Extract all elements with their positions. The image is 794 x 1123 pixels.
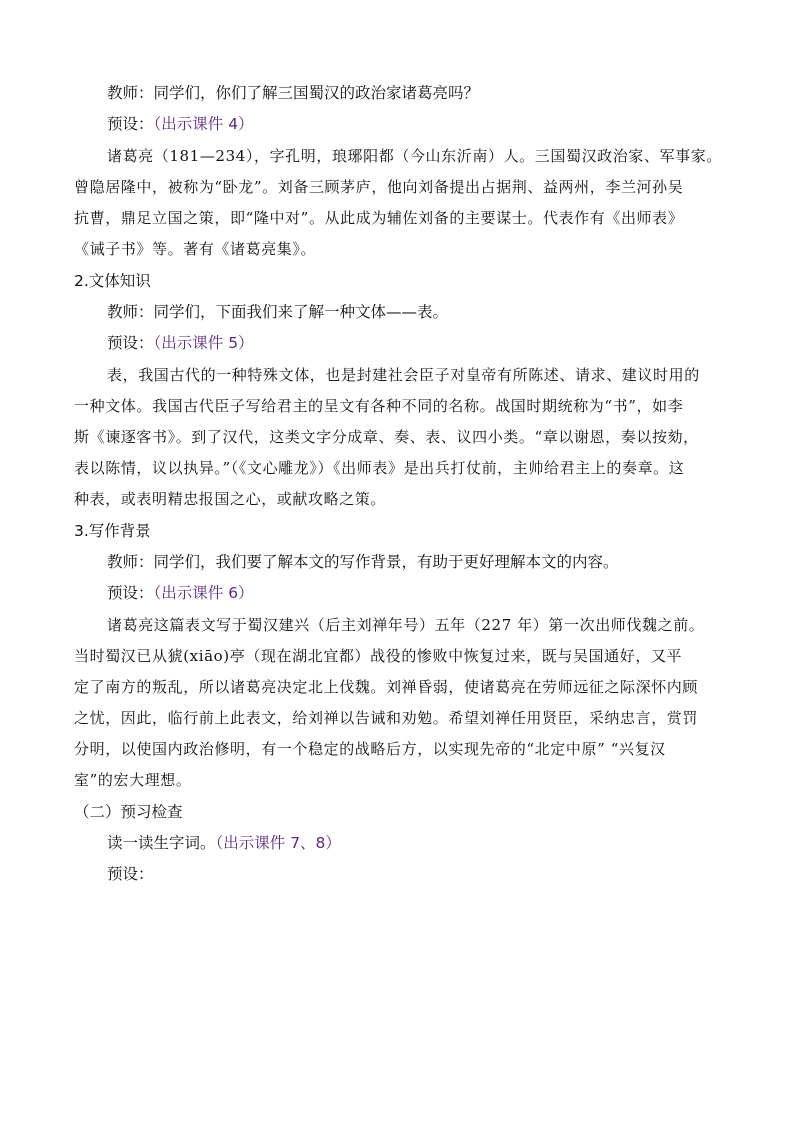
preset-label: 预设：: [107, 115, 154, 133]
paragraph-line: 诸葛亮这篇表文写于蜀汉建兴（后主刘禅年号）五年（227 年）第一次出师伐魏之前。: [107, 616, 705, 634]
paragraph-line: 表以陈情，议以执异。”（《文心雕龙》）《出师表》是出兵打仗前，主帅给君主上的奏章。这: [74, 459, 685, 477]
paragraph-line: 室”的宏大理想。: [74, 771, 192, 789]
paragraph-line: 斯《谏逐客书》。到了汉代，这类文字分成章、奏、表、议四小类。“章以谢恩，奏以按劾，: [74, 428, 699, 446]
paragraph-line: 抗曹，鼎足立国之策，即“隆中对”。从此成为辅佐刘备的主要谋士。代表作有《出师表》: [74, 209, 684, 227]
paragraph-line: 表，我国古代的一种特殊文体，也是封建社会臣子对皇帝有所陈述、请求、建议时用的: [107, 366, 700, 384]
courseware-hint: （出示课件 5）: [153, 334, 254, 352]
preset-label: 预设：: [107, 584, 154, 602]
paragraph-line: 定了南方的叛乱，所以诸葛亮决定北上伐魏。刘禅昏弱，使诸葛亮在劳师远征之际深怀内顾: [74, 678, 699, 696]
section-heading: （二）预习检查: [74, 803, 183, 821]
courseware-hint: （出示课件 7、8）: [215, 834, 341, 852]
teacher-question-3: 教师：同学们，我们要了解本文的写作背景，有助于更好理解本文的内容。: [107, 553, 619, 571]
paragraph-line: 之忧，因此，临行前上此表文，给刘禅以告诫和劝勉。希望刘禅任用贤臣，采纳忠言，赏罚: [74, 709, 699, 727]
courseware-hint: （出示课件 4）: [153, 115, 254, 133]
preset-line-3: [107, 583, 254, 603]
read-words-label: 读一读生字词。: [107, 834, 216, 852]
paragraph-line: 曾隐居隆中，被称为“卧龙”。刘备三顾茅庐，他向刘备提出占据荆、益两州，李兰河孙吴: [74, 178, 684, 196]
section-heading: 2.文体知识: [74, 272, 151, 290]
preset-line-4: 预设：: [107, 865, 154, 883]
preset-line-1: [107, 114, 254, 134]
read-words-line: [107, 833, 341, 853]
preset-line-2: [107, 333, 254, 353]
teacher-question-1: 教师：同学们，你们了解三国蜀汉的政治家诸葛亮吗？: [107, 84, 480, 102]
paragraph-line: 诸葛亮（181—234），字孔明，琅琊阳都（今山东沂南）人。三国蜀汉政治家、军事家。: [107, 147, 722, 165]
teacher-question-2: 教师：同学们，下面我们来了解一种文体——表。: [107, 303, 449, 321]
paragraph-line: 《诫子书》等。著有《诸葛亮集》。: [74, 240, 317, 258]
paragraph-line: 当时蜀汉已从猇(xiāo)亭（现在湖北宜都）战役的惨败中恢复过来，既与吴国通好，又平: [74, 647, 683, 665]
paragraph-line: 一种文体。我国古代臣子写给君主的呈文有各种不同的名称。战国时期统称为“书”，如李: [74, 397, 684, 415]
preset-label: 预设：: [107, 334, 154, 352]
paragraph-line: 分明，以使国内政治修明，有一个稳定的战略后方，以实现先帝的“北定中原” “兴复汉: [74, 740, 666, 758]
courseware-hint: （出示课件 6）: [153, 584, 254, 602]
paragraph-line: 种表，或表明精忠报国之心，或献攻略之策。: [74, 490, 387, 508]
section-heading: 3.写作背景: [74, 522, 151, 540]
